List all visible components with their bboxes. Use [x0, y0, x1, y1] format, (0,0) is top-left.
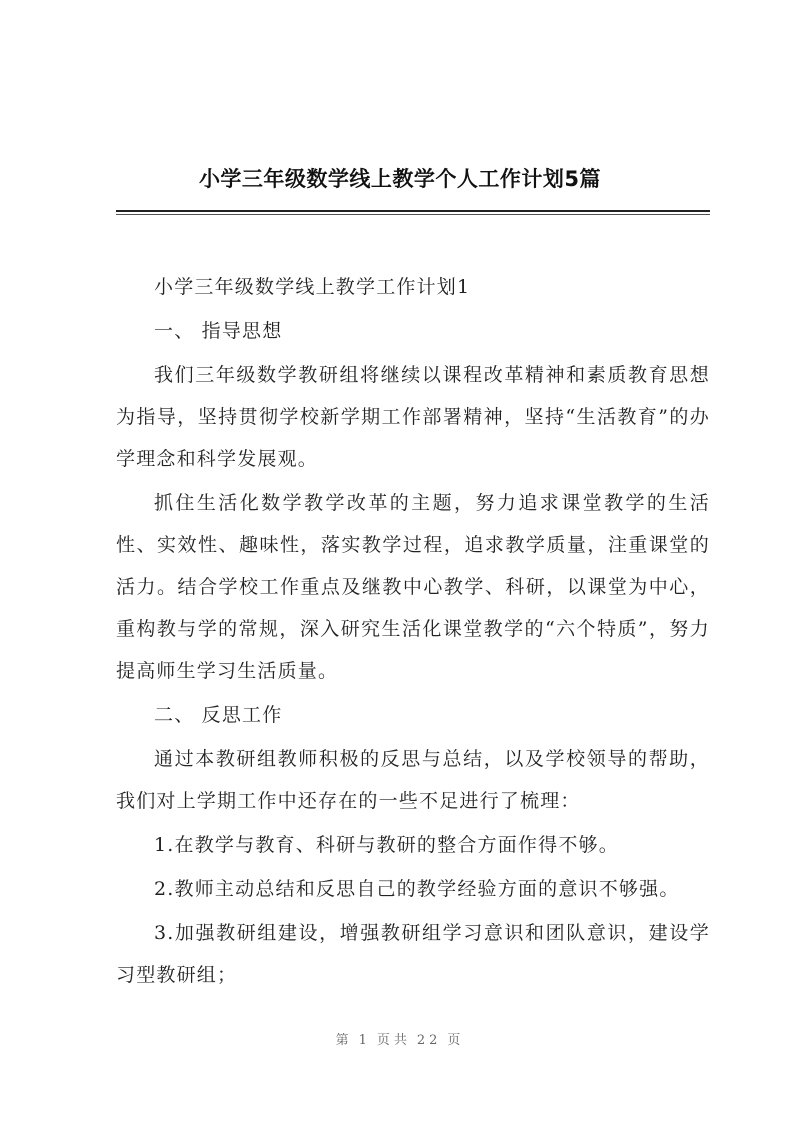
- footer-total-pages: 22: [416, 1033, 442, 1048]
- document-body: [116, 266, 710, 996]
- document-title: 小学三年级数学线上教学个人工作计划5篇: [198, 167, 602, 191]
- page-number-footer: [0, 1031, 800, 1051]
- paragraph: 我们三年级数学教研组将继续以课程改革精神和素质教育思想为指导，坚持贯彻学校新学期工作部署精神，坚持“生活教育”的办学理念和科学发展观。: [116, 364, 710, 470]
- footer-prefix: 第: [335, 1033, 353, 1048]
- title-divider-thin: [116, 214, 710, 215]
- footer-current-page: 1: [358, 1033, 371, 1048]
- paragraph-section-reflection: 二、 反思工作: [154, 704, 283, 726]
- paragraph: 通过本教研组教师积极的反思与总结，以及学校领导的帮助，我们对上学期工作中还存在的一些不足进行了梳理：: [116, 748, 710, 812]
- list-item: 3.加强教研组建设，增强教研组学习意识和团队意识，建设学习型教研组；: [116, 922, 710, 986]
- paragraph: 抓住生活化数学教学改革的主题，努力追求课堂教学的生活性、实效性、趣味性，落实教学过程，追求教学质量，注重课堂的活力。结合学校工作重点及继教中心教学、科研，以课堂为中心，重构教与学的常规，深入研究生活化课堂教学的“六个特质”，努力提高师生学习生活质量。: [116, 492, 710, 682]
- list-item: 2.教师主动总结和反思自己的教学经验方面的意识不够强。: [154, 878, 680, 900]
- footer-suffix: 页: [447, 1033, 465, 1048]
- footer-middle: 页共: [376, 1033, 411, 1048]
- paragraph-section-guiding: 一、 指导思想: [154, 320, 283, 342]
- title-divider: [116, 210, 710, 212]
- list-item: 1.在教学与教育、科研与教研的整合方面作得不够。: [154, 834, 619, 856]
- paragraph-plan-heading: 小学三年级数学线上教学工作计划1: [154, 276, 471, 298]
